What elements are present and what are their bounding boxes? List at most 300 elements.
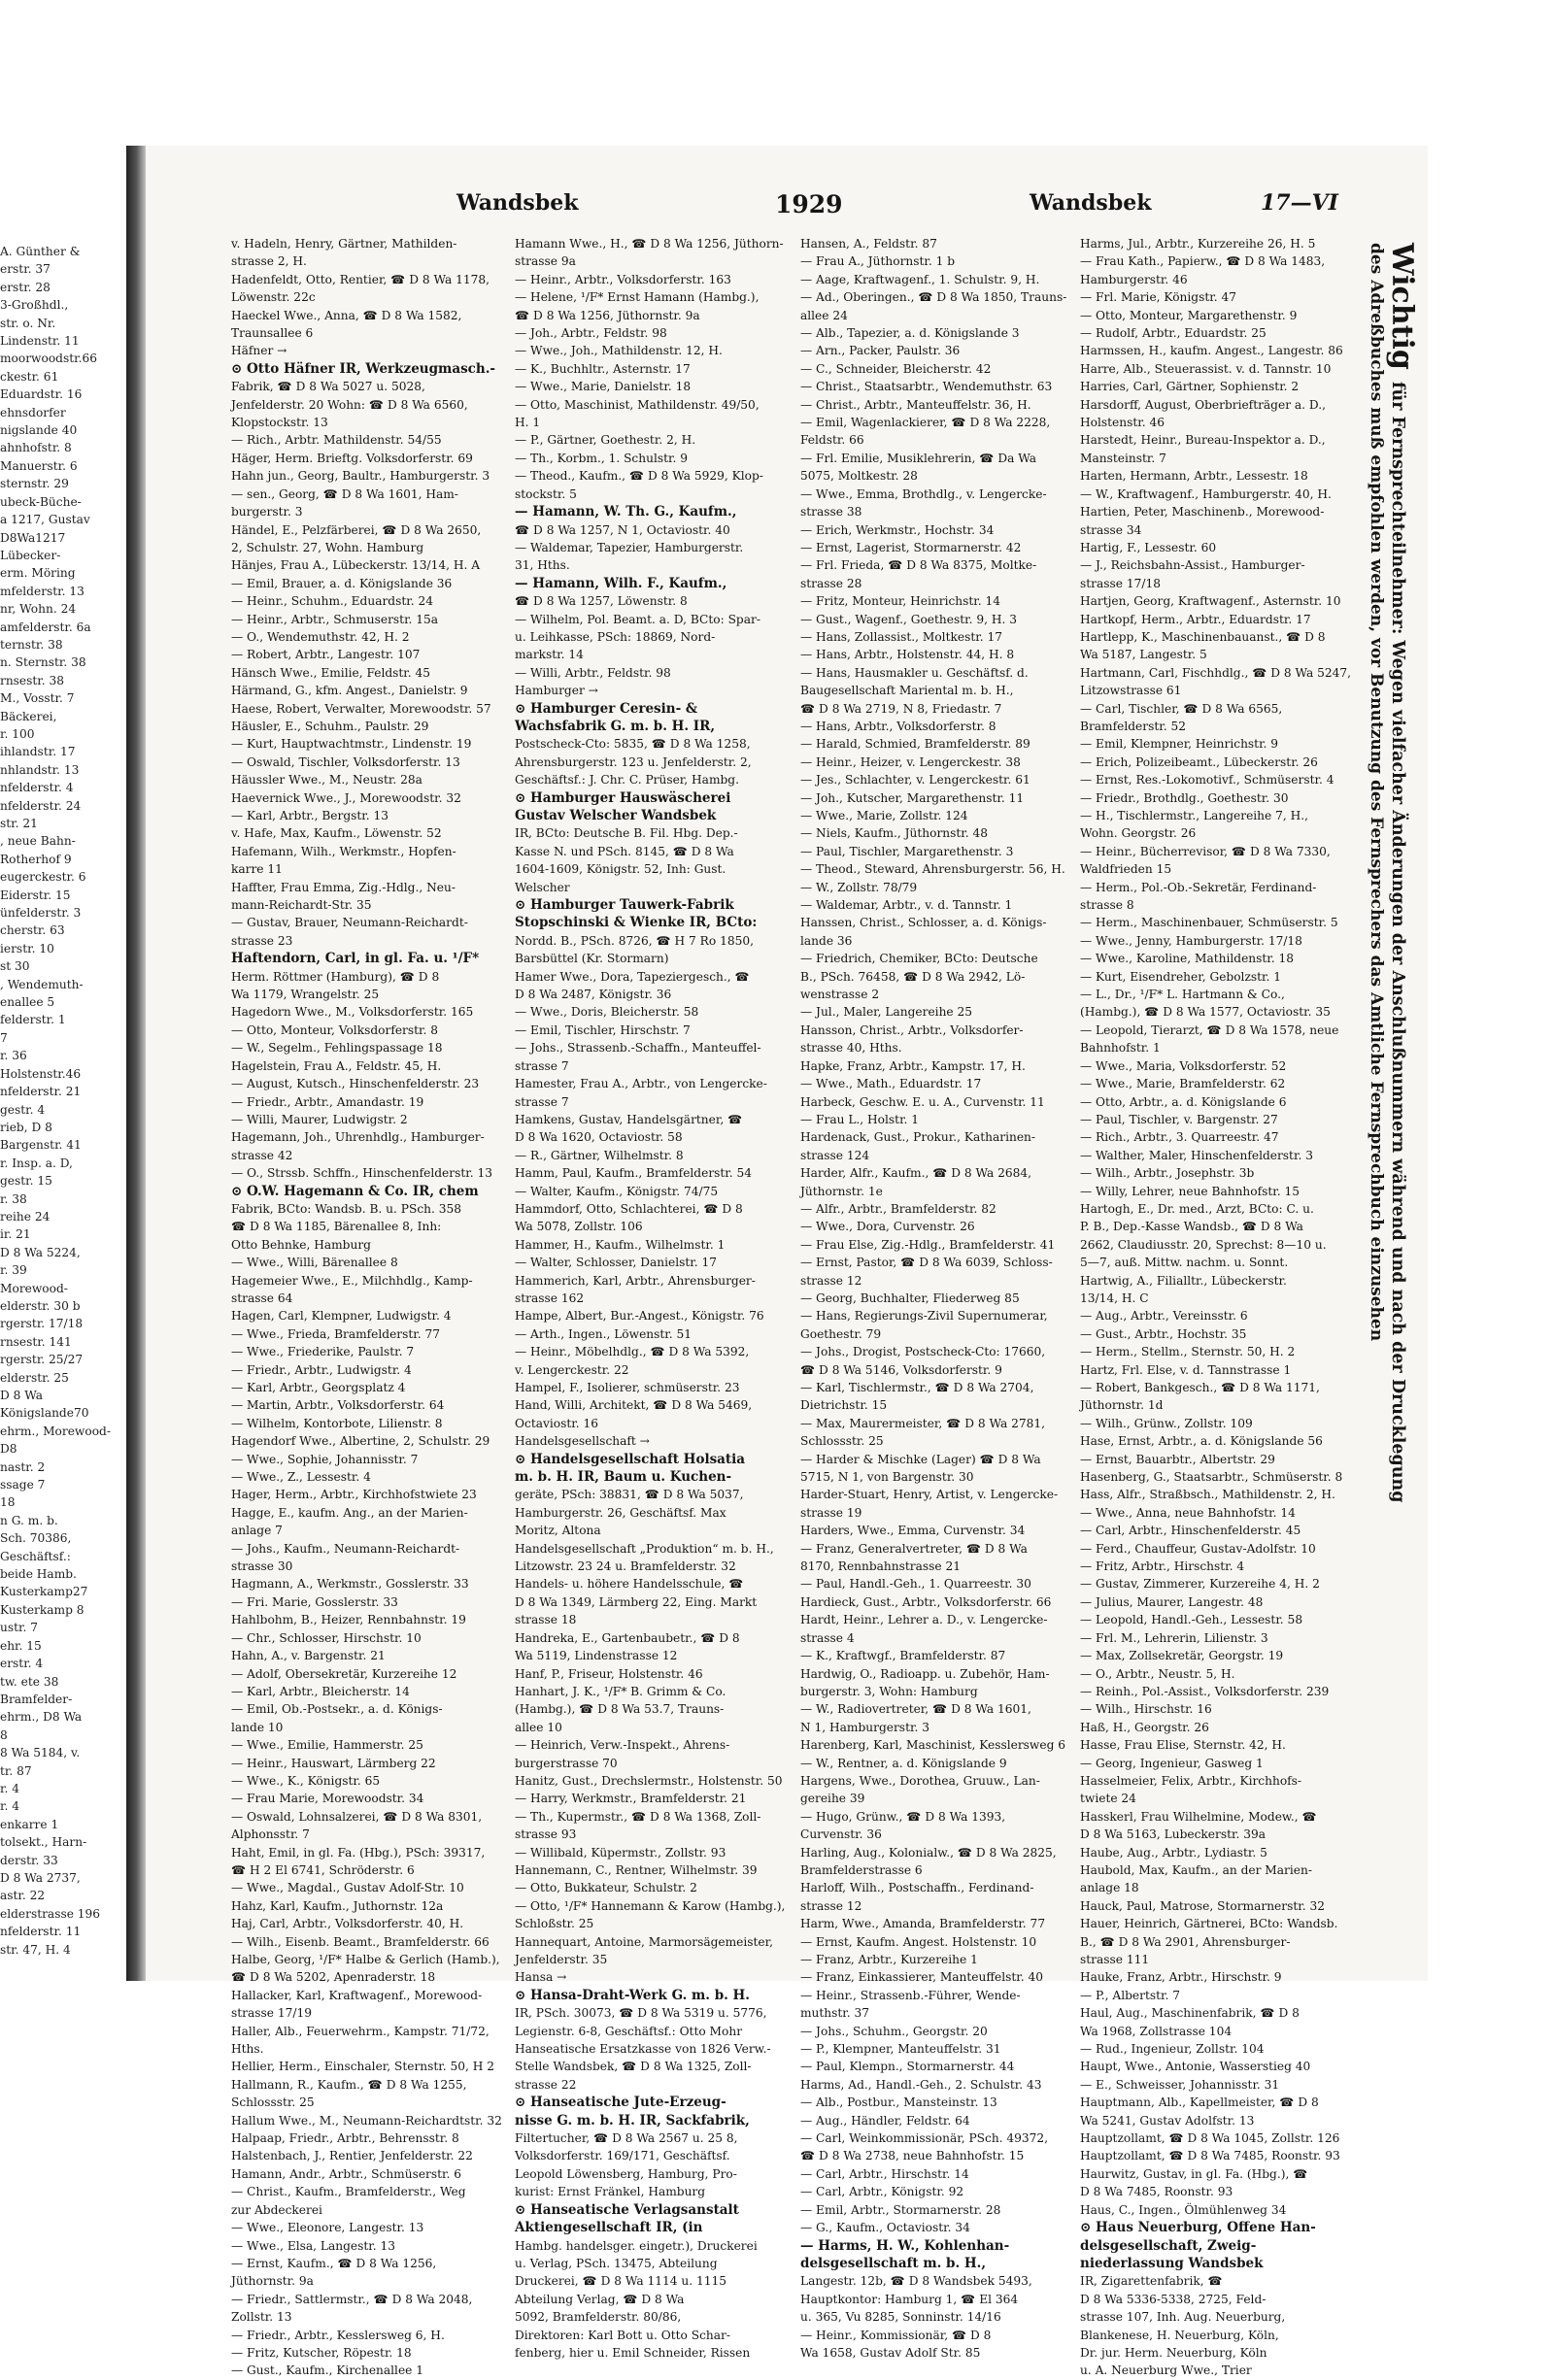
directory-entry: — L., Dr., ¹/F* L. Hartmann & Co., [1080, 988, 1285, 1002]
directory-entry: Haevernick Wwe., J., Morewoodstr. 32 [231, 790, 461, 805]
prev-page-line: str. 47, H. 4 [0, 1942, 71, 1957]
directory-entry: Hardenack, Gust., Prokur., Katharinen- [800, 1130, 1036, 1145]
directory-entry: — Wilhelm, Pol. Beamt. a. D, BCto: Spar- [515, 612, 760, 626]
prev-page-line: elderstr. 25 [0, 1370, 69, 1385]
directory-entry: Harder, Alfr., Kaufm., ☎ D 8 Wa 2684, [800, 1166, 1032, 1181]
directory-entry: Hallmann, R., Kaufm., ☎ D 8 Wa 1255, [231, 2077, 467, 2092]
directory-entry: Wa 5078, Zollstr. 106 [515, 1220, 643, 1234]
directory-entry: — Carl, Arbtr., Hinschenfelderstr. 45 [1080, 1524, 1301, 1538]
directory-entry: Haurwitz, Gustav, in gl. Fa. (Hbg.), ☎ [1080, 2166, 1308, 2181]
directory-entry: Hartmann, Carl, Fischhdlg., ☎ D 8 Wa 5247, [1080, 665, 1352, 680]
directory-entry: Hellier, Herm., Einschaler, Sternstr. 50, H 2 [231, 2060, 495, 2074]
prev-page-line: tr. 87 [0, 1763, 32, 1778]
prev-page-line: n. Sternstr. 38 [0, 655, 86, 670]
directory-entry: — Wilh., Grünw., Zollstr. 109 [1080, 1416, 1253, 1430]
directory-entry: — Wwe., Marie, Danielstr. 18 [515, 380, 692, 394]
directory-entry: — Heinr., Strassenb.-Führer, Wende- [800, 1988, 1021, 2002]
prev-page-line: rgerstr. 25/27 [0, 1353, 84, 1367]
directory-entry: — E., Schweisser, Johannisstr. 31 [1080, 2077, 1280, 2092]
directory-entry: ⊙ Hanseatische Verlagsanstalt [515, 2201, 739, 2218]
directory-entry: — Emil, Ob.-Postsekr., a. d. Königs- [231, 1702, 443, 1717]
directory-entry: — Franz, Generalvertreter, ☎ D 8 Wa [800, 1541, 1028, 1556]
directory-entry: — Joh., Kutscher, Margarethenstr. 11 [800, 790, 1025, 805]
directory-entry: — Hamann, Wilh. F., Kaufm., [515, 575, 727, 591]
directory-entry: v. Hafe, Max, Kaufm., Löwenstr. 52 [231, 826, 442, 841]
directory-entry: ☎ D 8 Wa 5202, Apenraderstr. 18 [231, 1970, 436, 1985]
directory-entry: Händel, E., Pelzfärberei, ☎ D 8 Wa 2650, [231, 522, 482, 537]
directory-entry: — Chr., Schlosser, Hirschstr. 10 [231, 1630, 422, 1645]
prev-page-line: derstr. 33 [0, 1853, 58, 1867]
directory-entry: Hadenfeldt, Otto, Rentier, ☎ D 8 Wa 1178, [231, 272, 490, 286]
directory-column-4 [1080, 235, 1360, 2378]
directory-entry: — Harms, H. W., Kohlenhan- [800, 2237, 1010, 2254]
directory-entry: Volksdorferstr. 169/171, Geschäftsf. [515, 2149, 730, 2163]
prev-page-line: r. 39 [0, 1263, 27, 1278]
directory-entry: — Hans, Arbtr., Holstenstr. 44, H. 8 [800, 648, 1015, 662]
directory-entry: Postscheck-Cto: 5835, ☎ D 8 Wa 1258, [515, 737, 751, 752]
directory-entry: 2662, Claudiusstr. 20, Sprechst: 8—10 u. [1080, 1237, 1327, 1252]
prev-page-line: Eduardstr. 16 [0, 387, 83, 402]
directory-entry: IR, Zigarettenfabrik, ☎ [1080, 2274, 1223, 2289]
directory-entry: Litzowstrasse 61 [1080, 684, 1182, 698]
directory-entry: Hartig, F., Lessestr. 60 [1080, 540, 1217, 554]
prev-page-line: ustr. 7 [0, 1621, 38, 1635]
prev-page-line: 8 Wa 5184, v. [0, 1746, 81, 1760]
directory-entry: Haht, Emil, in gl. Fa. (Hbg.), PSch: 39317, [231, 1845, 486, 1860]
directory-entry: Harder-Stuart, Henry, Artist, v. Lengercke- [800, 1488, 1059, 1502]
directory-entry: Hardieck, Gust., Arbtr., Volksdorferstr. 66 [800, 1594, 1052, 1609]
directory-entry: lande 36 [800, 933, 853, 948]
directory-entry: m. b. H. IR, Baum u. Kuchen- [515, 1469, 732, 1486]
directory-entry: Hahz, Karl, Kaufm., Juthornstr. 12a [231, 1898, 444, 1913]
directory-entry: Kasse N. und PSch. 8145, ☎ D 8 Wa [515, 844, 734, 858]
directory-entry: Haeckel Wwe., Anna, ☎ D 8 Wa 1582, [231, 308, 462, 322]
directory-entry: Abteilung Verlag, ☎ D 8 Wa [515, 2292, 685, 2306]
directory-entry: — Ernst, Res.-Lokomotivf., Schmüserstr. 4 [1080, 773, 1334, 788]
directory-entry: Häger, Herm. Brieftg. Volksdorferstr. 69 [231, 451, 473, 465]
notice-heading: Wichtig [1385, 243, 1419, 370]
directory-entry: — K., Kraftwgf., Bramfelderstr. 87 [800, 1649, 1006, 1663]
directory-entry: Wa 5187, Langestr. 5 [1080, 648, 1207, 662]
directory-entry: Hagemann, Joh., Uhrenhdlg., Hamburger- [231, 1130, 485, 1145]
directory-entry: ⊙ O.W. Hagemann & Co. IR, chem [231, 1183, 479, 1199]
directory-entry: Druckerei, ☎ D 8 Wa 1114 u. 1115 [515, 2274, 726, 2289]
directory-entry: Halbe, Georg, ¹/F* Halbe & Gerlich (Hamb.), [231, 1953, 500, 1966]
directory-entry: — Fri. Marie, Gosslerstr. 33 [231, 1594, 398, 1609]
directory-entry: Jenfelderstr. 35 [515, 1953, 608, 1966]
directory-entry: — Heinr., Heizer, v. Lengerckestr. 38 [800, 754, 1021, 769]
directory-entry: — Oswald, Lohnsalzerei, ☎ D 8 Wa 8301, [231, 1809, 483, 1824]
directory-entry: — Walter, Schlosser, Danielstr. 17 [515, 1256, 718, 1270]
directory-entry: Harms, Ad., Handl.-Geh., 2. Schulstr. 43 [800, 2077, 1042, 2092]
prev-page-line: r. 4 [0, 1799, 19, 1814]
directory-entry: — Christ., Arbtr., Manteuffelstr. 36, H. [800, 397, 1031, 412]
directory-entry: Wa 1658, Gustav Adolf Str. 85 [800, 2345, 981, 2360]
directory-entry: — Willibald, Küpermstr., Zollstr. 93 [515, 1845, 726, 1860]
directory-entry: — Gust., Wagenf., Goethestr. 9, H. 3 [800, 612, 1017, 626]
directory-entry: — Hans, Hausmakler u. Geschäftsf. d. [800, 665, 1029, 680]
directory-entry: delsgesellschaft, Zweig- [1080, 2237, 1257, 2254]
prev-page-line: Kusterkamp27 [0, 1585, 88, 1599]
directory-entry: Handreka, E., Gartenbaubetr., ☎ D 8 [515, 1630, 740, 1645]
prev-page-line: ierstr. 10 [0, 941, 54, 955]
directory-entry: — Emil, Tischler, Hirschstr. 7 [515, 1022, 691, 1037]
directory-entry: — Harald, Schmied, Bramfelderstr. 89 [800, 737, 1030, 752]
prev-page-line: astr. 22 [0, 1889, 46, 1903]
directory-entry: — Wwe., Magdal., Gustav Adolf-Str. 10 [231, 1881, 464, 1895]
prev-page-line: amfelderstr. 6a [0, 620, 91, 634]
directory-entry: — R., Gärtner, Wilhelmstr. 8 [515, 1148, 684, 1162]
directory-entry: Harmssen, H., kaufm. Angest., Langestr. 86 [1080, 344, 1343, 358]
directory-entry: — Jul., Maler, Langereihe 25 [800, 1005, 973, 1020]
directory-entry: — Wwe., Willi, Bärenallee 8 [231, 1256, 398, 1270]
directory-entry: Hager, Herm., Arbtr., Kirchhofstwiete 23 [231, 1488, 477, 1502]
directory-entry: Hartkopf, Herm., Arbtr., Eduardstr. 17 [1080, 612, 1311, 626]
prev-page-line: st 30 [0, 959, 30, 974]
directory-entry: Dietrichstr. 15 [800, 1398, 888, 1413]
directory-entry: — Max, Zollsekretär, Georgstr. 19 [1080, 1649, 1284, 1663]
directory-entry: — O., Strssb. Schffn., Hinschenfelderstr. 13 [231, 1166, 492, 1181]
directory-entry: — Heinr., Arbtr., Schmuserstr. 15a [231, 612, 439, 626]
directory-entry: Hannequart, Antoine, Marmorsägemeister, [515, 1934, 774, 1949]
directory-entry: — W., Segelm., Fehlingspassage 18 [231, 1041, 443, 1056]
directory-entry: D 8 Wa 5336-5338, 2725, Feld- [1080, 2292, 1267, 2306]
directory-entry: allee 24 [800, 308, 848, 322]
prev-page-line: ehrm., Morewood- [0, 1424, 111, 1438]
prev-page-line: enallee 5 [0, 995, 55, 1010]
directory-entry: — Hans, Arbtr., Volksdorferstr. 8 [800, 719, 997, 733]
directory-entry: — Oswald, Tischler, Volksdorferstr. 13 [231, 754, 460, 769]
directory-entry: u. Leihkasse, PSch: 18869, Nord- [515, 629, 716, 644]
directory-entry: — Karl, Tischlermstr., ☎ D 8 Wa 2704, [800, 1381, 1034, 1394]
directory-entry: Bahnhofstr. 1 [1080, 1041, 1161, 1056]
directory-entry: IR, BCto: Deutsche B. Fil. Hbg. Dep.- [515, 826, 738, 841]
directory-entry: — Emil, Wagenlackierer, ☎ D 8 Wa 2228, [800, 416, 1051, 430]
directory-entry: ☎ D 8 Wa 2738, neue Bahnhofstr. 15 [800, 2149, 1025, 2163]
prev-page-line: ahnhofstr. 8 [0, 441, 72, 455]
prev-page-line: ckestr. 61 [0, 369, 59, 384]
directory-entry: Hartogh, E., Dr. med., Arzt, BCto: C. u. [1080, 1201, 1314, 1216]
directory-entry: burgerstrasse 70 [515, 1756, 618, 1770]
header-page-number: 17—VI [1261, 190, 1338, 216]
directory-entry: — Paul, Tischler, Margarethenstr. 3 [800, 844, 1014, 858]
directory-entry: — Theod., Steward, Ahrensburgerstr. 56, H. [800, 862, 1065, 877]
directory-entry: ⊙ Handelsgesellschaft Holsatia [515, 1451, 746, 1467]
directory-entry: Hampe, Albert, Bur.-Angest., Königstr. 76 [515, 1309, 764, 1324]
directory-entry: Hanhart, J. K., ¹/F* B. Grimm & Co. [515, 1684, 726, 1698]
prev-page-line: 8 [0, 1727, 8, 1742]
directory-entry: — Ferd., Chauffeur, Gustav-Adolfstr. 10 [1080, 1541, 1316, 1556]
directory-entry: Filtertucher, ☎ D 8 Wa 2567 u. 25 8, [515, 2131, 738, 2146]
directory-entry: Hamann Wwe., H., ☎ D 8 Wa 1256, Jüthorn- [515, 237, 784, 251]
directory-entry: ⊙ Haus Neuerburg, Offene Han- [1080, 2220, 1316, 2236]
directory-entry: D 8 Wa 7485, Roonstr. 93 [1080, 2185, 1233, 2199]
directory-entry: strasse 23 [231, 933, 293, 948]
directory-entry: ⊙ Hamburger Ceresin- & [515, 700, 698, 717]
directory-entry: — Max, Maurermeister, ☎ D 8 Wa 2781, [800, 1416, 1045, 1430]
directory-entry: — W., Rentner, a. d. Königslande 9 [800, 1756, 1007, 1770]
prev-page-line: ihlandstr. 17 [0, 745, 76, 759]
directory-entry: Harloff, Wilh., Postschaffn., Ferdinand- [800, 1881, 1034, 1895]
directory-entry: Dr. jur. Herm. Neuerburg, Köln [1080, 2345, 1267, 2360]
directory-entry: — Frl. Marie, Königstr. 47 [1080, 290, 1236, 305]
directory-entry: — Christ., Kaufm., Bramfelderstr., Weg [231, 2185, 466, 2199]
directory-entry: — Franz, Arbtr., Kurzereihe 1 [800, 1953, 978, 1966]
directory-entry: — Wwe., Joh., Mathildenstr. 12, H. [515, 344, 723, 358]
prev-page-line: n G. m. b. [0, 1513, 58, 1527]
directory-entry: — Emil, Klempner, Heinrichstr. 9 [1080, 737, 1279, 752]
directory-entry: — P., Klempner, Manteuffelstr. 31 [800, 2042, 1001, 2057]
prev-page-line: rieb, D 8 [0, 1120, 52, 1134]
directory-entry: Jüthornstr. 1e [800, 1184, 883, 1198]
directory-entry: — Johs., Drogist, Postscheck-Cto: 17660, [800, 1345, 1046, 1359]
directory-entry: — Wilhelm, Kontorbote, Lilienstr. 8 [231, 1416, 443, 1430]
directory-entry: Hardwig, O., Radioapp. u. Zubehör, Ham- [800, 1666, 1050, 1681]
directory-entry: strasse 7 [515, 1094, 569, 1109]
directory-entry: — Wilh., Hirschstr. 16 [1080, 1702, 1212, 1717]
directory-entry: — Jes., Schlachter, v. Lengerckestr. 61 [800, 773, 1030, 788]
directory-entry: Hartlepp, K., Maschinenbauanst., ☎ D 8 [1080, 629, 1326, 644]
directory-entry: lande 10 [231, 1720, 284, 1734]
directory-entry: strasse 34 [1080, 522, 1142, 537]
directory-entry: — Ernst, Pastor, ☎ D 8 Wa 6039, Schloss- [800, 1256, 1053, 1270]
directory-entry: — Willi, Arbtr., Feldstr. 98 [515, 665, 671, 680]
directory-entry: — Carl, Tischler, ☎ D 8 Wa 6565, [1080, 701, 1283, 716]
directory-entry: 5092, Bramfelderstr. 80/86, [515, 2310, 682, 2325]
prev-page-line: nastr. 2 [0, 1459, 46, 1474]
directory-entry: Hase, Ernst, Arbtr., a. d. Königslande 56 [1080, 1434, 1323, 1449]
prev-page-line: beide Hamb. [0, 1567, 77, 1582]
prev-page-line: ünfelderstr. 3 [0, 906, 82, 921]
directory-entry: geräte, PSch: 38831, ☎ D 8 Wa 5037, [515, 1488, 744, 1502]
directory-entry: — Ernst, Lagerist, Stormarnerstr. 42 [800, 540, 1022, 554]
directory-entry: Hahlbohm, B., Heizer, Rennbahnstr. 19 [231, 1613, 466, 1627]
directory-entry: Häfner → [231, 344, 287, 358]
directory-entry: Halpaap, Friedr., Arbtr., Behrensstr. 8 [231, 2131, 459, 2146]
directory-entry: — Herm., Stellm., Sternstr. 50, H. 2 [1080, 1345, 1296, 1359]
directory-entry: Löwenstr. 22c [231, 290, 316, 305]
prev-page-line: Geschäftsf.: [0, 1549, 71, 1563]
directory-entry: Harries, Carl, Gärtner, Sophienstr. 2 [1080, 380, 1300, 394]
prev-page-line: Bäckerei, [0, 709, 57, 723]
directory-entry: ⊙ Otto Häfner IR, Werkzeugmasch.- [231, 360, 496, 377]
notice-line-2: des Adreßbuches muß empfohlen werden, vor Benutzung des Fernsprechers das Amtliche Fernsprechbuch einzusehen [1367, 243, 1386, 1342]
directory-entry: Hauck, Paul, Matrose, Stormarnerstr. 32 [1080, 1898, 1325, 1913]
directory-entry: Harling, Aug., Kolonialw., ☎ D 8 Wa 2825, [800, 1845, 1057, 1860]
prev-page-line: Bramfelder- [0, 1692, 73, 1706]
directory-entry: Klopstockstr. 13 [231, 416, 328, 430]
prev-page-line: nr, Wohn. 24 [0, 602, 77, 617]
directory-entry: Hamester, Frau A., Arbtr., von Lengercke- [515, 1077, 767, 1091]
directory-entry: Haus, C., Ingen., Ölmühlenweg 34 [1080, 2202, 1287, 2217]
directory-entry: Hahn jun., Georg, Baultr., Hamburgerstr. 3 [231, 469, 490, 484]
directory-entry: Traunsallee 6 [231, 326, 314, 341]
directory-entry: Hartz, Frl. Else, v. d. Tannstrasse 1 [1080, 1362, 1292, 1377]
prev-page-line: M., Vosstr. 7 [0, 691, 75, 706]
prev-page-line: Bargenstr. 41 [0, 1138, 82, 1153]
directory-entry: — Wwe., K., Königstr. 65 [231, 1773, 381, 1788]
directory-entry: Härmand, G., kfm. Angest., Danielstr. 9 [231, 684, 468, 698]
directory-entry: Hammdorf, Otto, Schlachterei, ☎ D 8 [515, 1201, 743, 1216]
directory-entry: strasse 93 [515, 1827, 577, 1842]
directory-entry: — Ernst, Kaufm. Angest. Holstenstr. 10 [800, 1934, 1037, 1949]
prev-page-line: nigslande 40 [0, 423, 78, 438]
directory-entry: — C., Schneider, Bleicherstr. 42 [800, 361, 992, 376]
directory-entry: mann-Reichardt-Str. 35 [231, 898, 372, 913]
directory-entry: — Wwe., Elsa, Langestr. 13 [231, 2238, 396, 2253]
directory-entry: — Rudolf, Arbtr., Eduardstr. 25 [1080, 326, 1267, 341]
directory-entry: Wa 5241, Gustav Adolfstr. 13 [1080, 2113, 1255, 2128]
directory-entry: — Rud., Ingenieur, Zollstr. 104 [1080, 2042, 1265, 2057]
directory-entry: — Julius, Maurer, Langestr. 48 [1080, 1594, 1264, 1609]
prev-page-line: moorwoodstr.66 [0, 352, 97, 366]
directory-entry: zur Abdeckerei [231, 2202, 322, 2217]
directory-entry: — Fritz, Monteur, Heinrichstr. 14 [800, 594, 1001, 609]
directory-entry: — Paul, Klempn., Stormarnerstr. 44 [800, 2060, 1015, 2074]
directory-entry: — Emil, Brauer, a. d. Königslande 36 [231, 576, 453, 590]
directory-entry: Häussler Wwe., M., Neustr. 28a [231, 773, 422, 788]
directory-entry: delsgesellschaft m. b. H., [800, 2255, 987, 2271]
directory-entry: — Heinr., Bücherrevisor, ☎ D 8 Wa 7330, [1080, 844, 1331, 858]
directory-entry: Schlossstr. 25 [800, 1434, 884, 1449]
directory-entry: Fabrik, ☎ D 8 Wa 5027 u. 5028, [231, 380, 425, 394]
prev-page-line: , Wendemuth- [0, 977, 84, 991]
prev-page-line: r. Insp. a. D, [0, 1156, 73, 1170]
prev-page-line: rnsestr. 38 [0, 673, 65, 687]
directory-entry: Hampel, F., Isolierer, schmüserstr. 23 [515, 1381, 740, 1394]
directory-entry: — Rich., Arbtr. Mathildenstr. 54/55 [231, 433, 442, 448]
directory-entry: 1604-1609, Königstr. 52, Inh: Gust. [515, 862, 726, 877]
directory-entry: Hasenberg, G., Staatsarbtr., Schmüserstr. 8 [1080, 1470, 1343, 1485]
directory-entry: — Fritz, Arbtr., Hirschstr. 4 [1080, 1559, 1245, 1574]
directory-entry: karre 11 [231, 862, 283, 877]
directory-entry: Haj, Carl, Arbtr., Volksdorferstr. 40, H. [231, 1917, 464, 1931]
prev-page-line: sternstr. 29 [0, 477, 69, 491]
prev-page-line: elderstrasse 196 [0, 1906, 101, 1921]
directory-entry: — W., Radiovertreter, ☎ D 8 Wa 1601, [800, 1702, 1031, 1717]
directory-entry: D 8 Wa 5163, Lubeckerstr. 39a [1080, 1827, 1267, 1842]
directory-entry: Hammerich, Karl, Arbtr., Ahrensburger- [515, 1273, 756, 1288]
directory-entry: Hauptkontor: Hamburg 1, ☎ El 364 [800, 2292, 1019, 2306]
directory-entry: Haese, Robert, Verwalter, Morewoodstr. 57 [231, 701, 491, 716]
directory-entry: strasse 12 [800, 1273, 862, 1288]
directory-entry: — sen., Georg, ☎ D 8 Wa 1601, Ham- [231, 486, 458, 501]
directory-entry: N 1, Hamburgerstr. 3 [800, 1720, 929, 1734]
directory-entry: Halstenbach, J., Rentier, Jenfelderstr. 22 [231, 2149, 473, 2163]
directory-entry: 5715, N 1, von Bargenstr. 30 [800, 1470, 974, 1485]
prev-page-line: eugerckestr. 6 [0, 870, 86, 885]
directory-entry: — Wwe., Frieda, Bramfelderstr. 77 [231, 1326, 441, 1341]
directory-entry: Hamann, Andr., Arbtr., Schmüserstr. 6 [231, 2166, 462, 2181]
directory-entry: — W., Kraftwagenf., Hamburgerstr. 40, H. [1080, 486, 1332, 501]
directory-entry: — Theod., Kaufm., ☎ D 8 Wa 5929, Klop- [515, 469, 763, 484]
directory-entry: Haller, Alb., Feuerwehrm., Kampstr. 71/72, [231, 2024, 490, 2038]
directory-entry: — Wilh., Eisenb. Beamt., Bramfelderstr. 66 [231, 1934, 490, 1949]
prev-page-line: Sch. 70386, [0, 1531, 72, 1546]
directory-entry: ☎ H 2 El 6741, Schröderstr. 6 [231, 1862, 415, 1877]
directory-entry: — Willy, Lehrer, neue Bahnhofstr. 15 [1080, 1184, 1301, 1198]
directory-entry: — Harder & Mischke (Lager) ☎ D 8 Wa [800, 1452, 1041, 1466]
directory-entry: Hanseatische Ersatzkasse von 1826 Verw.- [515, 2042, 771, 2057]
prev-page-line: ternstr. 38 [0, 637, 63, 652]
directory-entry: Hänsch Wwe., Emilie, Feldstr. 45 [231, 665, 431, 680]
directory-entry: — Karl, Arbtr., Georgsplatz 4 [231, 1381, 406, 1394]
directory-entry: (Hambg.), ☎ D 8 Wa 53.7, Trauns- [515, 1702, 725, 1717]
directory-entry: — Christ., Staatsarbtr., Wendemuthstr. 63 [800, 380, 1053, 394]
directory-entry: Häusler, E., Schuhm., Paulstr. 29 [231, 719, 429, 733]
directory-entry: gereihe 39 [800, 1792, 865, 1806]
directory-entry: — Ad., Oberingen., ☎ D 8 Wa 1850, Trauns- [800, 290, 1067, 305]
directory-entry: nisse G. m. b. H. IR, Sackfabrik, [515, 2112, 750, 2129]
directory-entry: Harstedt, Heinr., Bureau-Inspektor a. D., [1080, 433, 1326, 448]
directory-entry: — Wwe., Z., Lessestr. 4 [231, 1470, 371, 1485]
directory-entry: — Paul, Tischler, v. Bargenstr. 27 [1080, 1112, 1278, 1126]
directory-entry: — Leopold, Tierarzt, ☎ D 8 Wa 1578, neue [1080, 1022, 1339, 1037]
directory-entry: — Hamann, W. Th. G., Kaufm., [515, 504, 737, 520]
directory-entry: — Willi, Maurer, Ludwigstr. 2 [231, 1112, 408, 1126]
directory-entry: — Wwe., Marie, Zollstr. 124 [800, 809, 968, 822]
prev-page-line: Lindenstr. 11 [0, 334, 80, 349]
directory-entry: — G., Kaufm., Octaviostr. 34 [800, 2221, 970, 2235]
directory-entry: — Reinh., Pol.-Assist., Volksdorferstr. 239 [1080, 1684, 1330, 1698]
directory-entry: H. 1 [515, 416, 541, 430]
directory-entry: — Wwe., Maria, Volksdorferstr. 52 [1080, 1058, 1287, 1073]
prev-page-line: nfelderstr. 4 [0, 781, 74, 795]
directory-entry: — Wwe., Dora, Curvenstr. 26 [800, 1220, 975, 1234]
directory-entry: Hand, Willi, Architekt, ☎ D 8 Wa 5469, [515, 1398, 753, 1413]
prev-page-line: ssage 7 [0, 1478, 46, 1492]
directory-entry: strasse 28 [800, 576, 862, 590]
directory-entry: ⊙ Hamburger Tauwerk-Fabrik [515, 897, 734, 914]
directory-entry: — Karl, Arbtr., Bleicherstr. 14 [231, 1684, 410, 1698]
directory-entry: Gustav Welscher Wandsbek [515, 808, 717, 823]
directory-entry: strasse 4 [800, 1630, 855, 1645]
directory-entry: — Aug., Arbtr., Vereinsstr. 6 [1080, 1309, 1248, 1324]
directory-entry: (Hambg.), ☎ D 8 Wa 1577, Octaviostr. 35 [1080, 1005, 1331, 1020]
directory-entry: — Paul, Handl.-Geh., 1. Quarreestr. 30 [800, 1577, 1031, 1592]
prev-page-line: Morewood- [0, 1281, 68, 1295]
directory-entry: strasse 64 [231, 1291, 293, 1305]
directory-entry: — Heinr., Arbtr., Volksdorferstr. 163 [515, 272, 731, 286]
directory-entry: — Herm., Pol.-Ob.-Sekretär, Ferdinand- [1080, 880, 1317, 894]
prev-page-line: cherstr. 63 [0, 923, 65, 938]
directory-entry: burgerstr. 3 [231, 505, 303, 520]
directory-entry: Feldstr. 66 [800, 433, 864, 448]
directory-entry: Harms, Jul., Arbtr., Kurzereihe 26, H. 5 [1080, 237, 1316, 251]
directory-entry: Harsdorff, August, Oberbriefträger a. D., [1080, 397, 1326, 412]
directory-entry: — Alfr., Arbtr., Bramfelderstr. 82 [800, 1201, 997, 1216]
prev-page-line: nhlandstr. 13 [0, 762, 80, 777]
directory-entry: ☎ D 8 Wa 1185, Bärenallee 8, Inh: [231, 1220, 442, 1234]
directory-entry: — Frau Kath., Papierw., ☎ D 8 Wa 1483, [1080, 254, 1326, 269]
directory-entry: 5075, Moltkestr. 28 [800, 469, 918, 484]
directory-entry: — Hans, Regierungs-Zivil Supernumerar, [800, 1309, 1048, 1324]
directory-entry: — Otto, Maschinist, Mathildenstr. 49/50, [515, 397, 760, 412]
directory-entry: Schloßstr. 25 [515, 1917, 594, 1931]
directory-entry: Hartien, Peter, Maschinenb., Morewood- [1080, 505, 1325, 520]
directory-entry: — Aage, Kraftwagenf., 1. Schulstr. 9, H. [800, 272, 1040, 286]
directory-entry: Fabrik, BCto: Wandsb. B. u. PSch. 358 [231, 1201, 461, 1216]
directory-entry: u. A. Neuerburg Wwe., Trier [1080, 2363, 1252, 2378]
directory-entry: kurist: Ernst Fränkel, Hamburg [515, 2185, 706, 2199]
directory-entry: — August, Kutsch., Hinschenfelderstr. 23 [231, 1077, 480, 1091]
prev-page-line: Manuerstr. 6 [0, 458, 78, 473]
directory-entry: muthstr. 37 [800, 2006, 870, 2021]
directory-entry: — Herm., Maschinenbauer, Schmüserstr. 5 [1080, 916, 1338, 930]
directory-entry: strasse 17/18 [1080, 576, 1161, 590]
prev-page-line: mfelderstr. 13 [0, 584, 84, 598]
directory-entry: Hamburgerstr. 46 [1080, 272, 1188, 286]
